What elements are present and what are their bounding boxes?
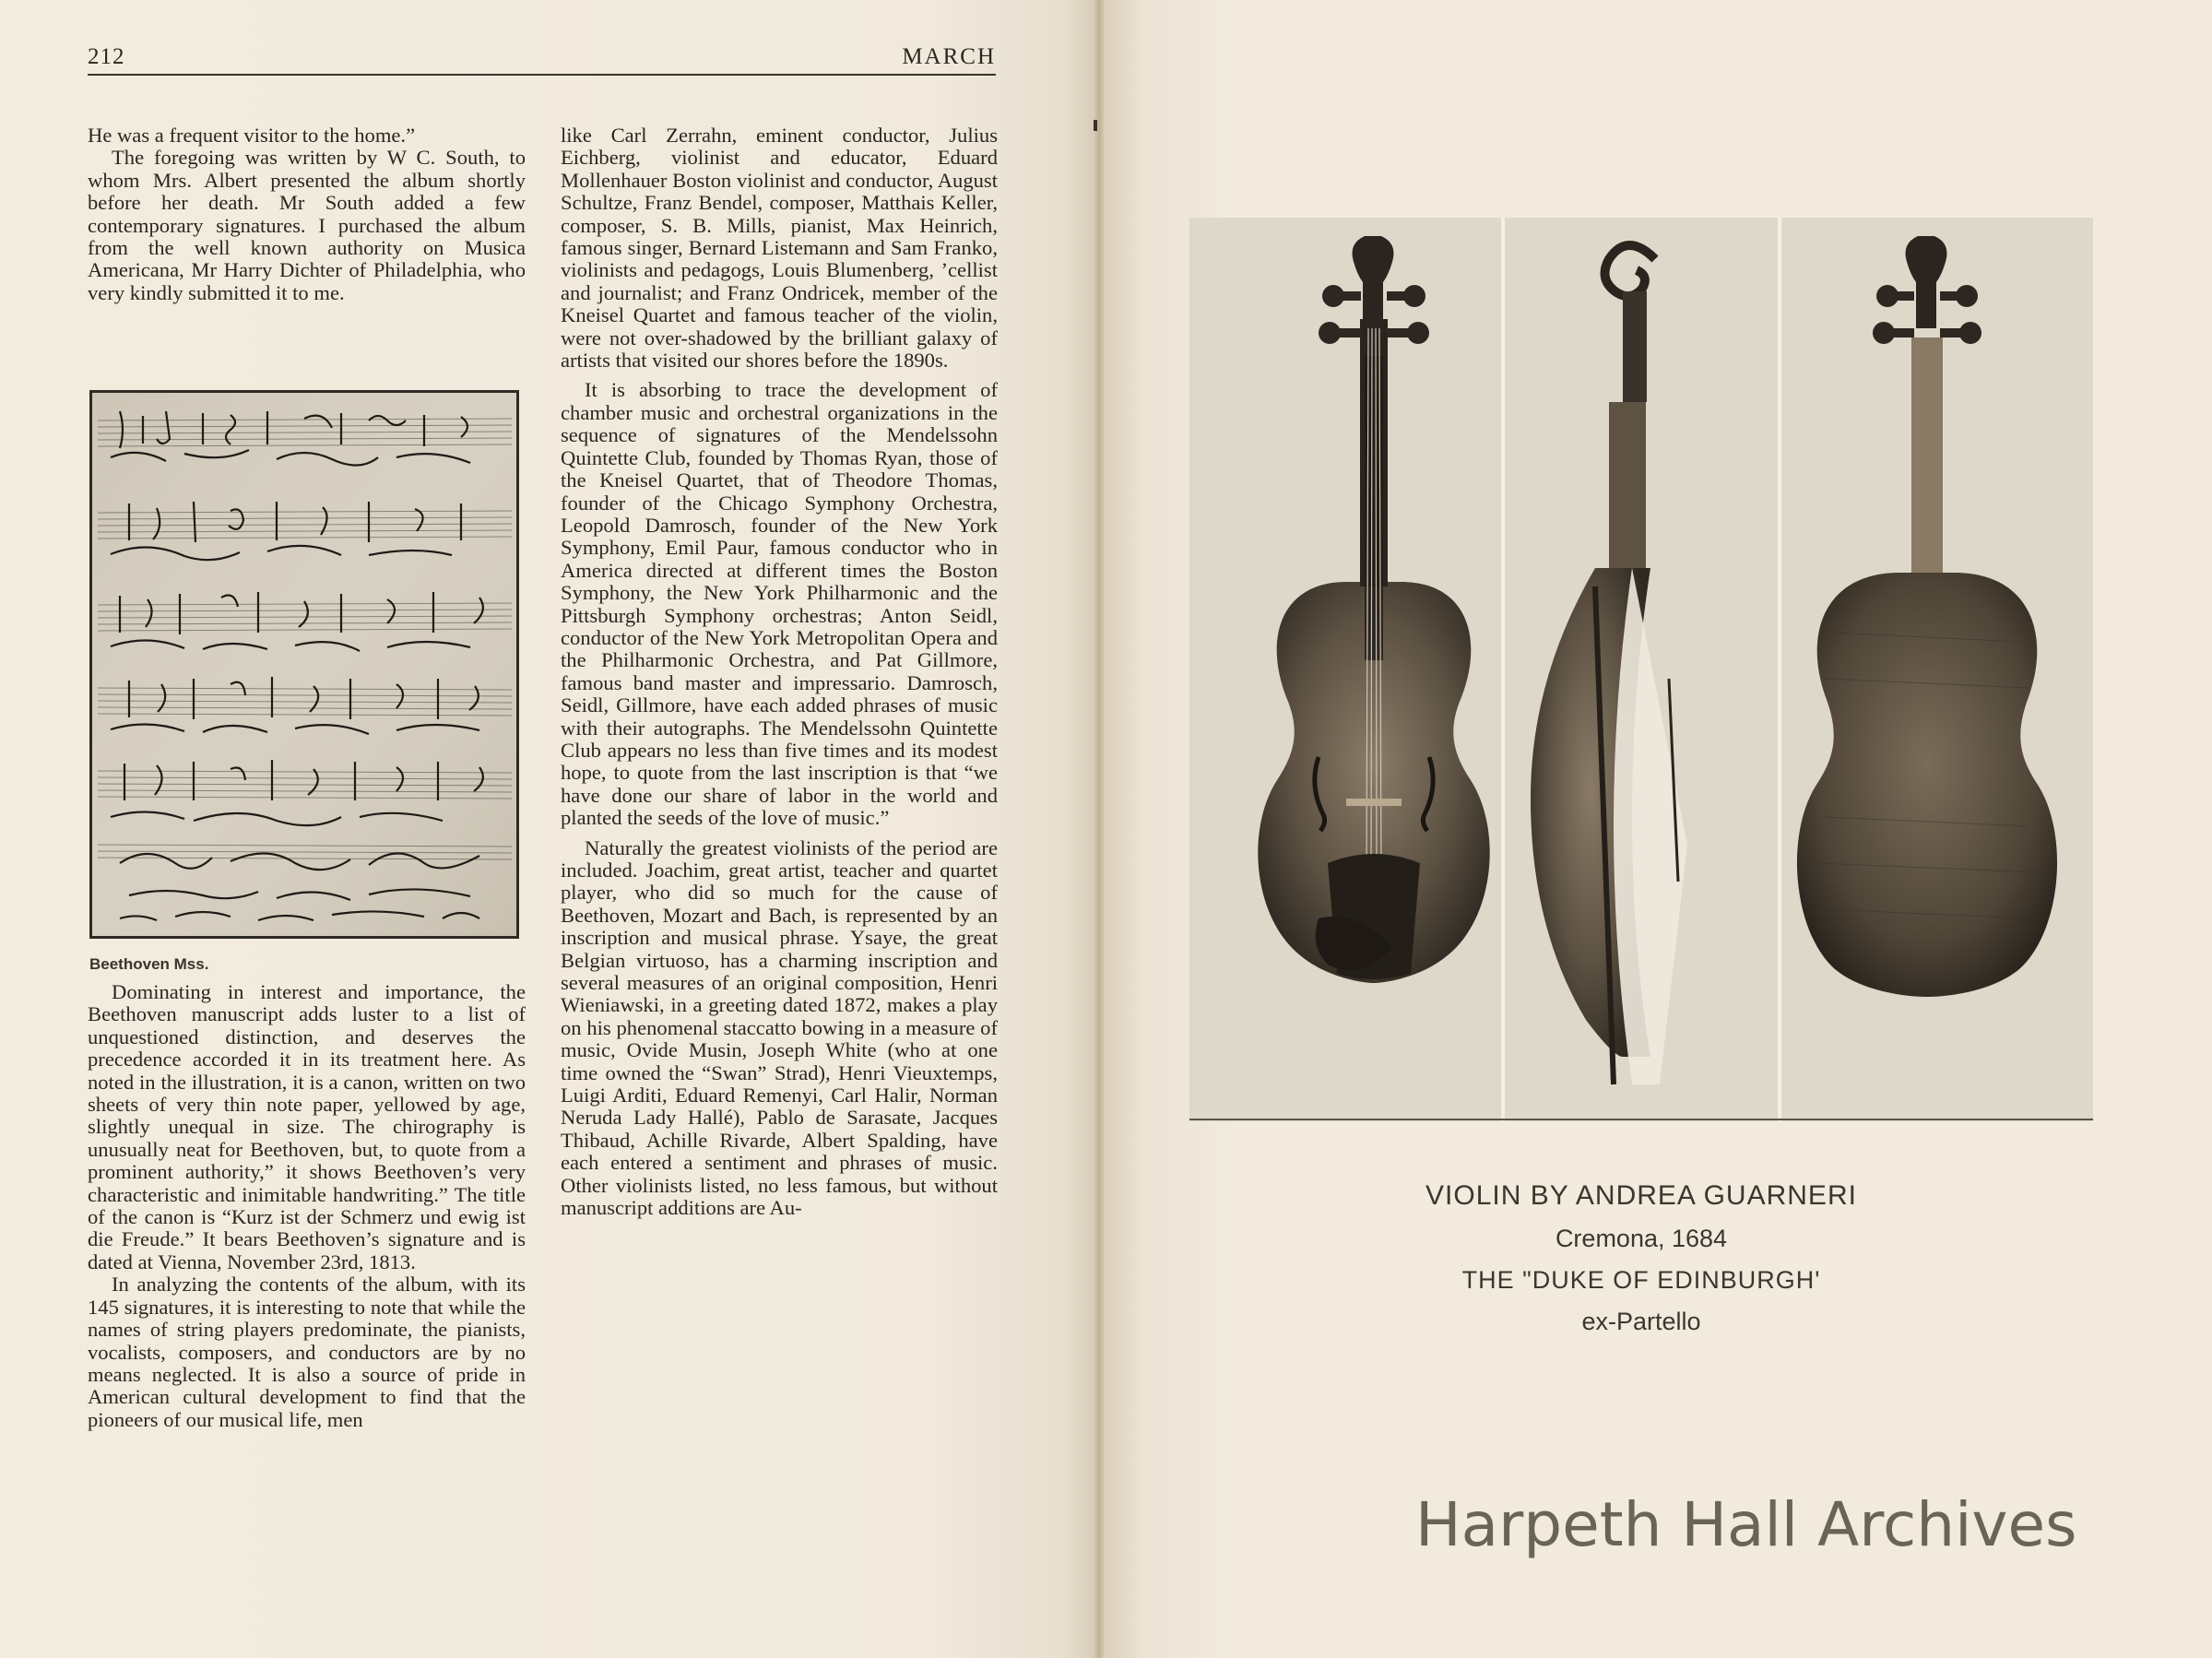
violin-photograph [1189,218,2093,1121]
page-number: 212 [88,44,125,69]
running-head [88,44,996,76]
paragraph: He was a frequent visitor to the home.” [88,124,416,147]
running-head-month: MARCH [902,44,996,69]
figure-caption: Beethoven Mss. [89,955,209,973]
caption-name: THE "DUKE OF EDINBURGH' [1461,1266,1821,1294]
column-1-bottom [88,981,526,1431]
paragraph: like Carl Zerrahn, eminent conductor, Julius Eichberg, violinist and educator, Eduard Mollenhauer Boston violinist and conductor, August Schultze, Franz Bendel, composer, Matthais Keller, composer, S. B. Mills, pianist, Max Heinrich, famous singer, Bernard Listemann and Sam Franko, violinists and pedagogs, Louis Blumenberg, ’cellist and journalist; and Franz Ondricek, member of the Kneisel Quartet and famous teacher of the violin, were not over-shadowed by the brilliant galaxy of artists that visited our shores before the 1890s. [561,124,998,373]
paragraph: In analyzing the contents of the album, with its 145 signatures, it is interesting to note that while the names of string players predominate, the pianists, vocalists, composers, and conductors are by no means neglected. It is also a source of pride in American cultural development to find that the pioneers of our musical life, men [88,1273,526,1431]
beethoven-manuscript-image [89,390,519,939]
caption-provenance: ex-Partello [1581,1308,1701,1335]
paragraph: Naturally the greatest violinists of the period are included. Joachim, great artist, teacher and quartet player, who did so much for the cause of Beethoven, Mozart and Bach, is represented by an inscription and musical phrase. Ysaye, the great Belgian virtuoso, has a charming inscription and several measures of an original composition, Henri Wieniawski, in a greeting dated 1872, makes a play on his phenomenal staccatto bowing in a measure of music, Ovide Musin, Joseph White (who at one time owned the “Swan” Strad), Henri Vieuxtemps, Luigi Arditi, Eduard Remenyi, Carl Halir, Norman Neruda Lady Hallé), Pablo de Sarasate, Jacques Thibaud, Achille Rivarde, Albert Spalding, have each entered a sentiment and phrases of music. Other violinists listed, no less famous, but without manuscript additions are Au- [561,835,998,1220]
caption-place-year: Cremona, 1684 [1555,1225,1728,1252]
paragraph: The foregoing was written by W C. South, to whom Mrs. Albert presented the album shortly before her death. Mr South added a few contemporary signatures. I purchased the album from the well known authority on Musica Americana, Mr Harry Dichter of Philadelphia, who very kindly submitted it to me. [88,146,526,304]
archive-watermark: Harpeth Hall Archives [1415,1489,2077,1560]
paragraph: It is absorbing to trace the development of chamber music and orchestral organizations in the sequence of signatures of the Mendelssohn Quintette Club, founded by Thomas Ryan, those of the Kneisel Quartet, that of Theodore Thomas, founder of the Chicago Symphony Orchestra, Leopold Damrosch, founder of the New York Symphony, Emil Paur, famous conductor who in America directed at different times the Boston Symphony, the New York Philharmonic and the Pittsburgh Symphony orchestras; Anton Seidl, conductor of the New York Metropolitan Opera and the Philharmonic Orchestra, and Pat Gillmore, famous band master and impressario. Damrosch, Seidl, Gillmore, have each added phrases of music with their autographs. The Mendelssohn Quintette Club appears no less than five times and its modest hope, to quote from the last inscription is that “we have done our share of labor in the world and planted the seeds of the love of music.” [561,378,998,830]
caption-title: VIOLIN BY ANDREA GUARNERI [1425,1180,1857,1211]
violin-caption [1189,1180,2093,1336]
column-1-top [88,124,526,304]
gutter-mark [1094,120,1097,131]
book-gutter [1094,0,1105,1658]
paragraph: Dominating in interest and importance, the Beethoven manuscript adds luster to a list of unquestioned distinction, and deserves the precedence accorded it in its treatment here. As noted in the illustration, it is a canon, written on two sheets of very thin note paper, yellowed by age, slightly unequal in size. The chirography is unusually neat for Beethoven, but, to quote from a prominent authority,” it shows Beethoven’s very characteristic and inimitable handwriting.” The title of the canon is “Kurz ist der Schmerz und ewig ist die Freude.” It bears Beethoven’s signature and is dated at Vienna, November 23rd, 1813. [88,980,526,1273]
column-2 [561,124,998,1220]
